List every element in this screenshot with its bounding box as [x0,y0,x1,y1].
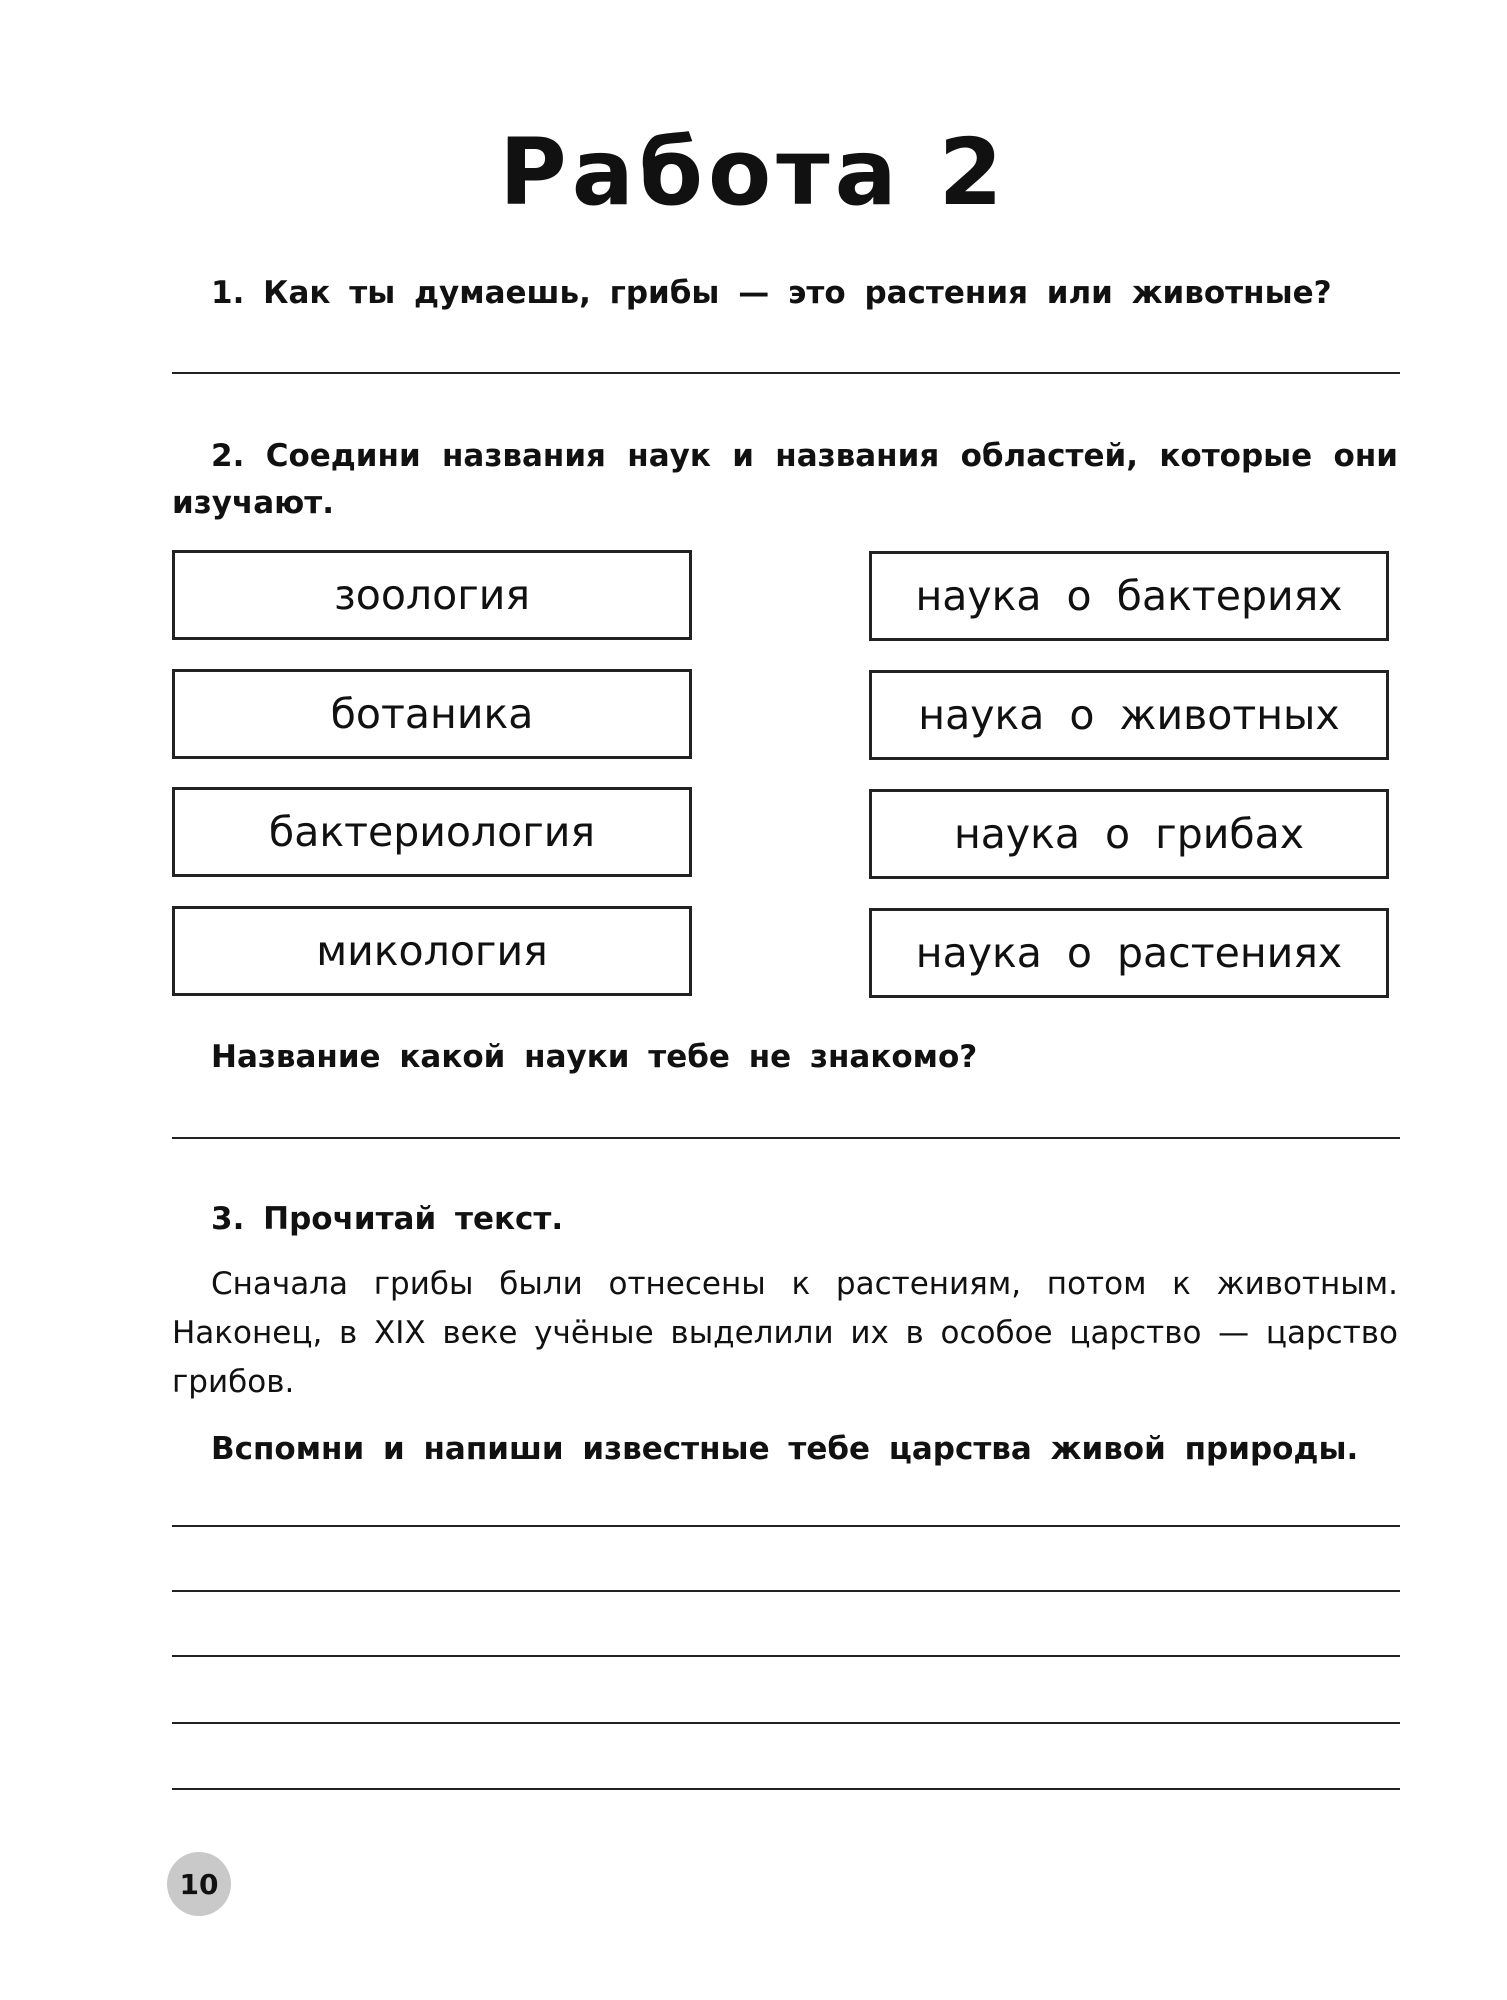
task1-question: 1. Как ты думаешь, грибы — это растения или животные? [211,275,1332,311]
task3-answer-line[interactable] [172,1788,1400,1790]
page-number: 10 [167,1852,231,1916]
science-box-botany[interactable]: ботаника [172,669,692,759]
task3-answer-line[interactable] [172,1525,1400,1527]
science-box-bacteriology[interactable]: бактериология [172,787,692,877]
task2-answer-line[interactable] [172,1137,1400,1139]
field-box-fungi[interactable]: наука о грибах [869,789,1389,879]
page-title: Работа 2 [499,119,1008,226]
field-box-bacteria[interactable]: наука о бактериях [869,551,1389,641]
science-box-zoology[interactable]: зоология [172,550,692,640]
task2-followup-question: Название какой науки тебе не знакомо? [211,1039,978,1075]
field-box-plants[interactable]: наука о растениях [869,908,1389,998]
task3-answer-line[interactable] [172,1722,1400,1724]
task3-answer-line[interactable] [172,1655,1400,1657]
task3-heading: 3. Прочитай текст. [211,1201,564,1237]
task3-text: Сначала грибы были отнесены к растениям, потом к животным. Наконец, в XIX веке учёные выделили их в особое царство — царство грибов. [172,1266,1398,1400]
field-box-animals[interactable]: наука о животных [869,670,1389,760]
task2-question: 2. Соедини названия наук и названия областей, которые они изучают. [172,438,1398,521]
task3-answer-line[interactable] [172,1590,1400,1592]
task1-answer-line[interactable] [172,372,1400,374]
science-box-mycology[interactable]: микология [172,906,692,996]
task3-prompt: Вспомни и напиши известные тебе царства живой природы. [211,1431,1359,1467]
